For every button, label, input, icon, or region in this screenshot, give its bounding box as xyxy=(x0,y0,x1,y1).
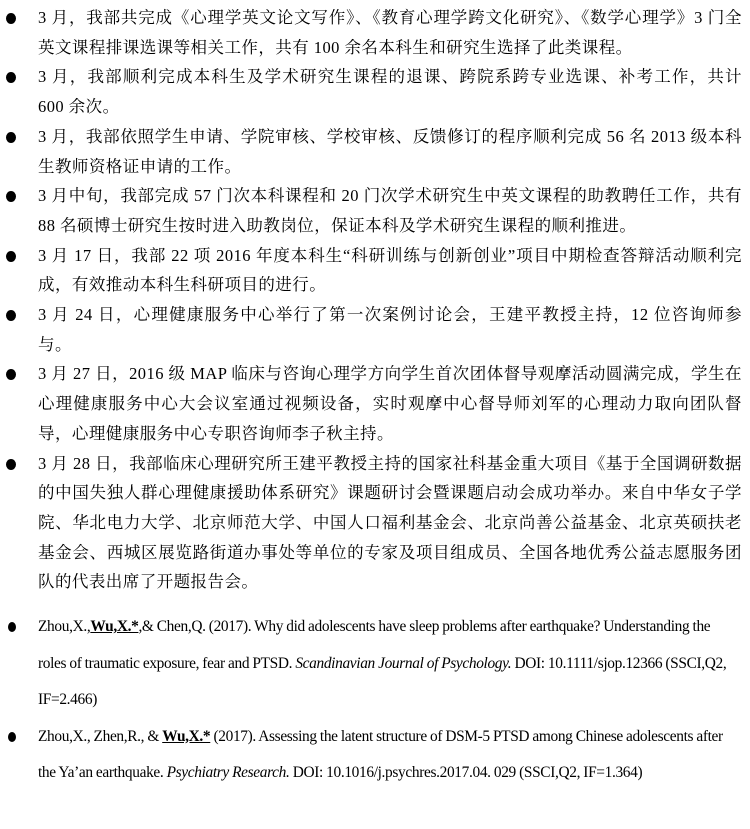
ref-journal: Psychiatry Research. xyxy=(163,764,290,781)
bullet-icon xyxy=(6,191,16,202)
news-item xyxy=(0,300,750,359)
bullet-icon xyxy=(6,13,16,24)
news-item-text: 3 月中旬，我部完成 57 门次本科课程和 20 门次学术研究生中英文课程的助教聘任工作，共有 88 名硕博士研究生按时进入助教岗位，保证本科及学术研究生课程的顺利推进。 xyxy=(38,186,742,235)
bullet-icon xyxy=(6,310,16,321)
news-item-text: 3 月，我部依照学生申请、学院审核、学校审核、反馈修订的程序顺利完成 56 名 2013 级本科生教师资格证申请的工作。 xyxy=(38,126,742,176)
news-item xyxy=(0,62,750,121)
publication-item xyxy=(0,719,750,792)
news-item-text: 3 月，我部共完成《心理学英文论文写作》、《教育心理学跨文化研究》、《数学心理学》3 门全英文课程排课选课等相关工作，共有 100 余名本科生和研究生选择了此类课程。 xyxy=(38,8,742,57)
news-item-text: 3 月 17 日，我部 22 项 2016 年度本科生“科研训练与创新创业”项目中期检查答辩活动顺利完成，有效推动本科生科研项目的进行。 xyxy=(38,245,742,295)
bullet-icon xyxy=(6,369,16,380)
news-item-text: 3 月，我部顺利完成本科生及学术研究生课程的退课、跨院系跨专业选课、补考工作，共计 600 余次。 xyxy=(38,67,742,117)
ref-doi: DOI: 10.1016/j.psychres.2017.04. 029 xyxy=(289,764,516,781)
news-item-text: 3 月 24 日，心理健康服务中心举行了第一次案例讨论会，王建平教授主持，12 位咨询师参与。 xyxy=(38,305,742,354)
ref-authors: Zhou,X., xyxy=(38,618,91,635)
ref-doi: DOI: 10.1111/sjop.12366 xyxy=(511,654,663,672)
ref-authors: Zhou,X., Zhen,R., & xyxy=(38,727,163,745)
bullet-icon xyxy=(6,72,16,83)
news-item-text: 3 月 27 日，2016 级 MAP 临床与咨询心理学方向学生首次团体督导观摩活动圆满完成，学生在心理健康服务中心大会议室通过视频设备，实时观摩中心督导师刘军的心理动力取向团队督导，心理健康服务中心专职咨询师李子秋主持。 xyxy=(38,364,742,443)
publication-list xyxy=(0,609,750,792)
ref-year: (2017). xyxy=(205,618,252,635)
publication-item xyxy=(0,609,750,719)
ref-title: Why did adolescents have sleep problems after earthquake? Understanding the roles of traumatic exposure, fear and PTSD. xyxy=(38,618,711,672)
news-item xyxy=(0,122,750,181)
news-item xyxy=(0,359,750,448)
ref-index: (SSCI,Q2, IF=1.364) xyxy=(515,764,643,781)
news-item xyxy=(0,3,750,62)
ref-authors-after: ,& Chen,Q. xyxy=(138,618,206,635)
ref-index: (SSCI,Q2, IF=2.466) xyxy=(38,654,727,708)
news-bullet-list xyxy=(0,3,750,597)
bullet-icon xyxy=(8,622,16,632)
news-item xyxy=(0,449,750,598)
news-item-text: 3 月 28 日，我部临床心理研究所王建平教授主持的国家社科基金重大项目《基于全国调研数据的中国失独人群心理健康援助体系研究》课题研讨会暨课题启动会成功举办。来自中华女子学院、华北电力大学、北京师范大学、中国人口福利基金会、北京尚善公益基金、北京英硕扶老基金会、西城区展览路街道办事处等单位的专家及项目组成员、全国各地优秀公益志愿服务团队的代表出席了开题报告会。 xyxy=(38,453,742,592)
ref-highlight-author: Wu,X.* xyxy=(162,727,211,745)
ref-journal: Scandinavian Journal of Psychology. xyxy=(292,654,512,672)
ref-title: Assessing the latent structure of DSM-5 PTSD among Chinese adolescents after the Ya’an earthquake. xyxy=(38,727,723,781)
bullet-icon xyxy=(6,251,16,262)
bullet-icon xyxy=(6,459,16,470)
news-item xyxy=(0,241,750,300)
ref-highlight-author: Wu,X.* xyxy=(90,618,139,635)
bullet-icon xyxy=(6,132,16,143)
ref-year: (2017). xyxy=(210,727,256,745)
bullet-icon xyxy=(8,732,16,742)
news-item xyxy=(0,181,750,240)
